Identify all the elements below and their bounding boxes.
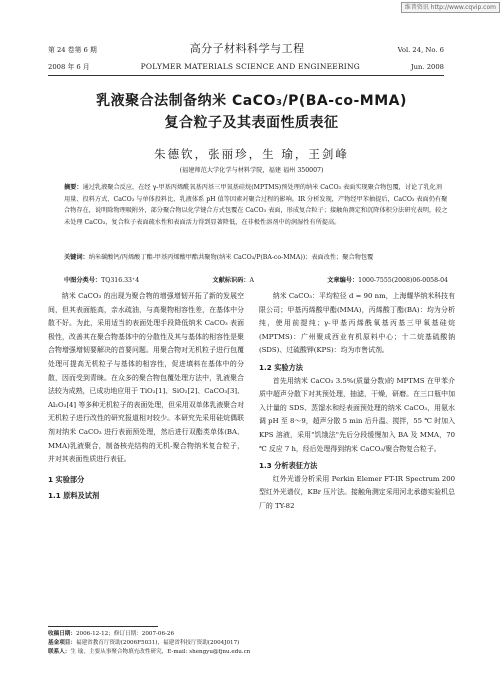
left-column bbox=[48, 290, 244, 503]
title-line-2: 复合粒子及其表面性质表征 bbox=[164, 115, 339, 131]
materials-paragraph: 纳米 CaCO₃：平均粒径 d = 90 nm，上海耀华纳米科技有限公司；甲基丙烯酸甲酯(MMA)，丙烯酸丁酯(BA)：均为分析纯，使用前提纯；γ-甲基丙烯酰氧基丙基三甲氧基硅烷(MPTMS)：广州聚成西业有机原料中心；十二烷基硫酸钠(SDS)、过硫酸钾(KPS)：均为市售试剂。 bbox=[259, 292, 455, 355]
fund-info: 基金项目：福建省教育厅资助(2006F5031)，福建省科技厅资助(2004J017) bbox=[48, 640, 240, 646]
keywords-label: 关键词： bbox=[64, 254, 89, 261]
section-1-3-heading: 1.3 分析表征方法 bbox=[259, 461, 318, 471]
abstract-text: 通过乳液聚合反应，在经 γ-甲基丙烯酰氧基丙基三甲氧基硅烷(MPTMS)预处理的纳米 CaCO₃ 表面实现聚合物包覆，讨论了乳化剂用量、投料方式、CaCO₃ 与单体投料比、乳液体系 pH 值等因素对聚合过程的影响。IR 分析发现，产物经甲苯抽提后，CaCO₃ 表面仍有聚合物存在，说明除物理吸附外，部分聚合物以化学键合方式包覆在 CaCO₃ 表面，形成复合粒子；接触角测定和沉降体积分法研究表明，较之未处理 CaCO₃，复合粒子表面疏水性和表面活力得到显著降低，在非极性溶剂中的润湿性有所提高。 bbox=[64, 184, 448, 226]
paper-title bbox=[0, 90, 503, 134]
contact-info: 联系人：生 瑜，主要从事聚合物填充改性研究，E-mail: shengyu@fjnu.edu.cn bbox=[48, 649, 251, 655]
abstract-label: 摘要： bbox=[64, 184, 83, 191]
date-en: Jun. 2008 bbox=[410, 63, 444, 71]
title-line-1: 乳液聚合法制备纳米 CaCO₃/P(BA-co-MMA) bbox=[96, 93, 407, 109]
abstract bbox=[64, 182, 448, 228]
keywords-text: 纳米碳酸钙/丙烯酸丁酯-甲基丙烯酸甲酯共聚物(纳米 CaCO₃/P(BA-co-MMA))；表面改性；聚合物包覆 bbox=[88, 254, 374, 261]
section-1-1-heading: 1.1 原料及试剂 bbox=[48, 491, 100, 501]
characterization-paragraph: 红外光谱分析采用 Perkin Elemer FT-IR Spectrum 200 型红外光谱仪，KBr 压片法。接触角测定采用河北承德实验机总厂的 TY-82 bbox=[259, 474, 455, 510]
journal-title-cn: 高分子材料科学与工程 bbox=[189, 42, 305, 55]
keywords bbox=[64, 252, 448, 263]
document-code: 文献标识码：A bbox=[212, 277, 254, 284]
volume-cn: 第 24 卷第 6 期 bbox=[48, 46, 97, 54]
journal-title-en: POLYMER MATERIALS SCIENCE AND ENGINEERING bbox=[140, 62, 360, 71]
article-number: 文章编号：1000-7555(2008)06-0058-04 bbox=[327, 277, 448, 284]
right-column bbox=[259, 290, 455, 514]
section-1-2-heading: 1.2 实验方法 bbox=[259, 362, 303, 372]
watermark: 维普资讯 http://www.cqvip.com bbox=[401, 2, 500, 13]
clc-number: 中图分类号：TQ316.33⁺4 bbox=[64, 277, 140, 284]
authors: 朱德钦，张丽珍，生 瑜，王剑峰 bbox=[154, 147, 349, 161]
header-rule bbox=[48, 75, 444, 76]
affiliation: (福建师范大学化学与材料学院，福建 福州 350007) bbox=[179, 167, 324, 174]
introduction-paragraph: 纳米 CaCO₃ 的出现为聚合物的增强增韧开拓了新的发展空间，但其表面能高，亲水疏油，与高聚物相容性差，在基体中分散不好。为此，采用适当的表面处理手段降低纳米 CaCO₃ 表面极性，改善其在聚合物基体中的分散性及其与基体的相容性是聚合物增强增韧要解决的首要问题。用聚合物对无机粒子进行包覆处理可提高无机粒子与基体的相容性，促进填料在基体中的分散，因而受到青睐。在众多的聚合物包覆处理方法中，乳液聚合法较为成熟，已成功地应用于 TiO₂[1]、SiO₂[2]、CaCO₃[3]、Al₂O₃[4] 等多种无机粒子的表面处理，但采用双单体乳液聚合对无机粒子进行改性的研究报道相对较少。本研究先采用硅烷偶联剂对纳米 CaCO₃ 进行表面预处理，然后进行双酯类单体(BA、MMA)乳液聚合，制备核壳结构的无机-聚合物纳米复合粒子，并对其表面性质进行表征。 bbox=[48, 292, 244, 464]
volume-en: Vol. 24, No. 6 bbox=[397, 46, 444, 54]
method-paragraph: 首先用纳米 CaCO₃ 3.5%(质量分数)的 MPTMS 在甲苯介质中超声分散下对其预处理，抽滤，干燥，研磨。在三口瓶中加入计量的 SDS、蒸馏水和经表面预处理的纳米 CaCO₃，用氨水调 pH 至 8～9，超声分散 5 min 后升温、搅拌，55 ℃ 时加入 KPS 溶液，采用"饥饿法"先后分段缓慢加入 BA 及 MMA，70 ℃ 反应 7 h，经后处理得到纳米 CaCO₃/聚合物复合粒子。 bbox=[259, 376, 455, 453]
date-cn: 2008 年 6 月 bbox=[48, 63, 90, 71]
section-1-heading: 1 实验部分 bbox=[48, 474, 85, 484]
footnote-rule bbox=[48, 626, 158, 627]
received-date: 收稿日期：2006-12-12；修订日期：2007-06-26 bbox=[48, 631, 175, 637]
footnote bbox=[48, 626, 308, 657]
classification-line bbox=[64, 275, 448, 284]
journal-header bbox=[48, 40, 444, 76]
